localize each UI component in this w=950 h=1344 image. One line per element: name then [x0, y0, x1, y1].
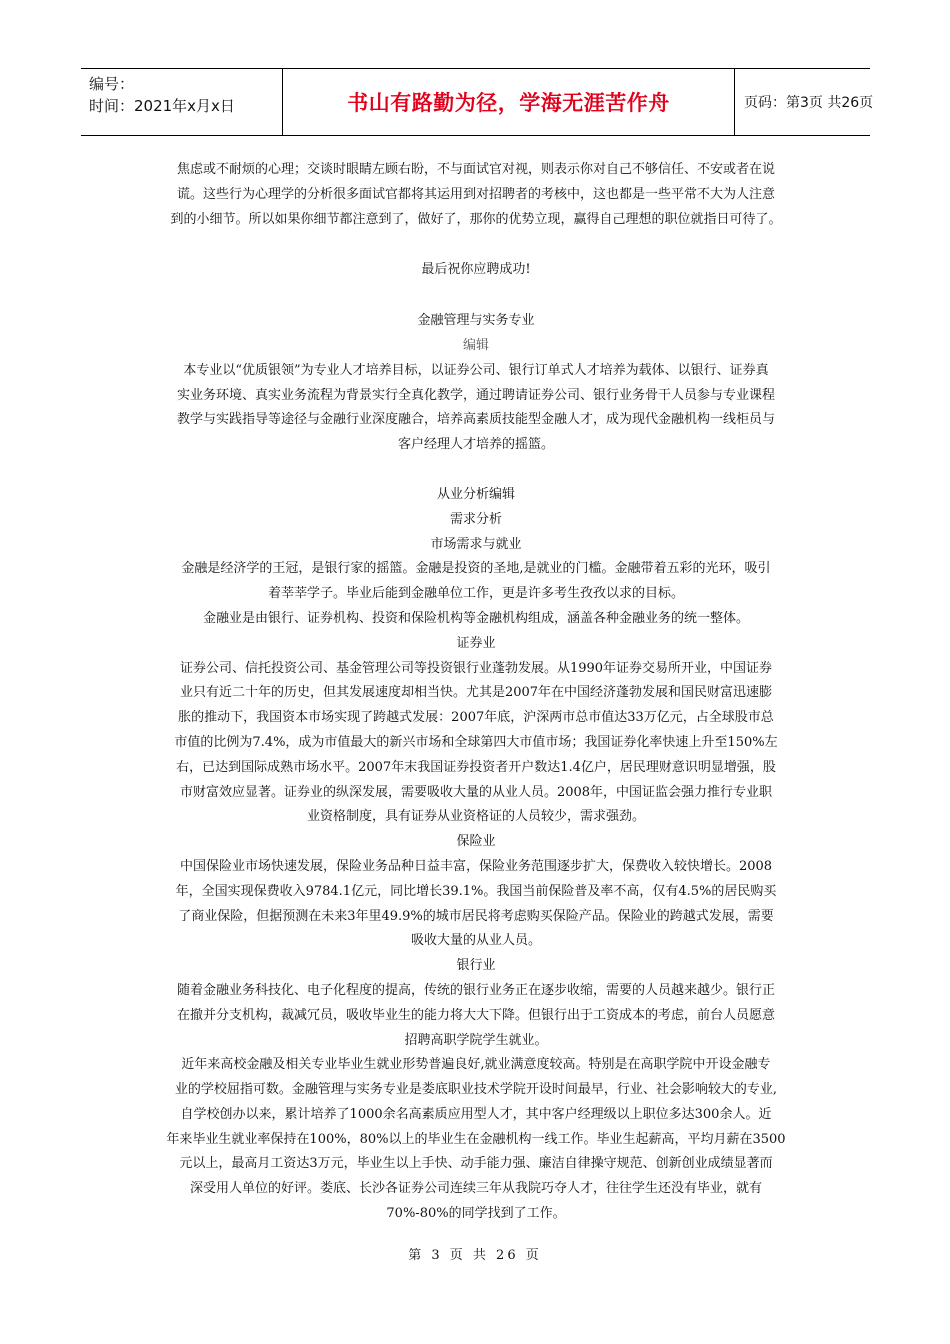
insurance-line: 中国保险业市场快速发展，保险业务品种日益丰富，保险业务范围逐步扩大，保费收入较快增长。2008 [179, 858, 773, 874]
securities-line: 业只有近二十年的历史，但其发展速度却相当快。尤其是2007年在中国经济蓬勃发展和国民财富迅速膨 [179, 685, 773, 701]
finance-line: 着莘莘学子。毕业后能到金融单位工作，更是许多考生孜孜以求的目标。 [267, 586, 684, 602]
banking-line: 招聘高职学院学生就业。 [404, 1032, 548, 1048]
document-body [140, 158, 812, 1227]
edit-link[interactable]: 编辑 [462, 337, 489, 353]
employment-line: 深受用人单位的好评。娄底、长沙各证券公司连续三年从我院巧夺人才，往往学生还没有毕业，就有 [189, 1181, 762, 1197]
section-title-career: 从业分析编辑 [436, 486, 515, 502]
securities-line: 右，已达到国际成熟市场水平。2007年末我国证券投资者开户数达1.4亿户，居民理财意识明显增强，股 [176, 759, 776, 775]
banking-line: 在撤并分支机构，裁减冗员，吸收毕业生的能力将大大下降。但银行出于工资成本的考虑，前台人员愿意 [176, 1007, 775, 1023]
body-line: 焦虑或不耐烦的心理；交谈时眼睛左顾右盼，不与面试官对视，则表示你对自己不够信任、不安或者在说 [176, 162, 775, 177]
employment-line: 业的学校屈指可数。金融管理与实务专业是娄底职业技术学院开设时间最早，行业、社会影响较大的专业, [174, 1082, 778, 1098]
intro-line: 客户经理人才培养的摇篮。 [397, 437, 554, 453]
employment-line: 近年来高校金融及相关专业毕业生就业形势普遍良好,就业满意度较高。特别是在高职学院中开设金融专 [181, 1057, 771, 1073]
intro-line: 实业务环境、真实业务流程为背景实行全真化教学，通过聘请证券公司、银行业务骨干人员参与专业课程 [176, 387, 775, 403]
header-left-cell [81, 69, 282, 135]
insurance-line: 吸收大量的从业人员。 [410, 933, 541, 949]
finance-line: 金融是经济学的王冠，是银行家的摇篮。金融是投资的圣地,是就业的门槛。金融带着五彩的光环，吸引 [181, 561, 771, 577]
page-info-text: 页码：第3页 共26页 [744, 95, 874, 111]
date-label: 时间：2021年x月x日 [89, 97, 235, 115]
body-line: 谎。这些行为心理学的分析很多面试官都将其运用到对招聘者的考核中，这也都是一些平常不大为人注意 [176, 186, 775, 202]
securities-line: 证券公司、信托投资公司、基金管理公司等投资银行业蓬勃发展。从1990年证券交易所开业，中国证券 [179, 660, 773, 676]
page-footer [0, 1244, 950, 1263]
securities-line: 胀的推动下，我国资本市场实现了跨越式发展：2007年底，沪深两市总市值达33万亿元，占全球股市总 [178, 710, 774, 726]
closing-wish: 最后祝你应聘成功! [421, 262, 531, 278]
section-title-securities: 证券业 [456, 635, 496, 651]
securities-line: 业资格制度，具有证券从业资格证的人员较少，需求强劲。 [306, 809, 645, 825]
section-title-demand: 需求分析 [449, 511, 502, 527]
insurance-line: 年，全国实现保费收入9784.1亿元，同比增长39.1%。我国当前保险普及率不高，仅有4.5%的居民购买 [175, 883, 777, 899]
section-title-banking: 银行业 [456, 958, 496, 974]
body-line: 到的小细节。所以如果你细节都注意到了，做好了，那你的优势立现，赢得自己理想的职位就指日可待了。 [170, 211, 782, 227]
employment-line: 自学校创办以来，累计培养了1000余名高素质应用型人才，其中客户经理级以上职位多达300余人。近 [180, 1106, 772, 1122]
footer-page-number: 第 3 页 共 26 页 [408, 1248, 542, 1263]
header-page-info-cell [735, 69, 874, 135]
insurance-line: 了商业保险，但据预测在未来3年里49.9%的城市居民将考虑购买保险产品。保险业的跨越式发展，需要 [178, 908, 774, 924]
motto-text: 书山有路勤为径，学海无涯苦作舟 [347, 91, 670, 115]
header-motto-cell [282, 69, 735, 135]
securities-line: 市值的比例为7.4%，成为市值最大的新兴市场和全球第四大市值市场；我国证券化率快速上升至150%左 [174, 734, 778, 750]
section-title-insurance: 保险业 [456, 834, 496, 850]
employment-line: 元以上，最高月工资达3万元，毕业生以上手快、动手能力强、廉洁自律操守规范、创新创业成绩显著而 [179, 1156, 773, 1172]
finance-line: 金融业是由银行、证券机构、投资和保险机构等金融机构组成，涵盖各种金融业务的统一整体。 [202, 610, 749, 626]
page-header [81, 68, 874, 136]
employment-line: 70%-80%的同学找到了工作。 [386, 1206, 566, 1222]
banking-line: 随着金融业务科技化、电子化程度的提高，传统的银行业务正在逐步收缩，需要的人员越来越少。银行正 [176, 982, 775, 998]
securities-line: 市财富效应显著。证券业的纵深发展，需要吸收大量的从业人员。2008年，中国证监会强力推行专业职 [179, 784, 773, 800]
intro-line: 本专业以“优质银领”为专业人才培养目标，以证券公司、银行订单式人才培养为载体、以银行、证券真 [183, 362, 769, 378]
major-title: 金融管理与实务专业 [417, 313, 535, 329]
serial-number-label: 编号： [89, 75, 135, 93]
employment-line: 年来毕业生就业率保持在100%，80%以上的毕业生在金融机构一线工作。毕业生起薪高，平均月薪在3500 [166, 1131, 786, 1147]
intro-line: 教学与实践指导等途径与金融行业深度融合，培养高素质技能型金融人才，成为现代金融机构一线柜员与 [176, 412, 775, 428]
section-title-market: 市场需求与就业 [430, 536, 522, 552]
